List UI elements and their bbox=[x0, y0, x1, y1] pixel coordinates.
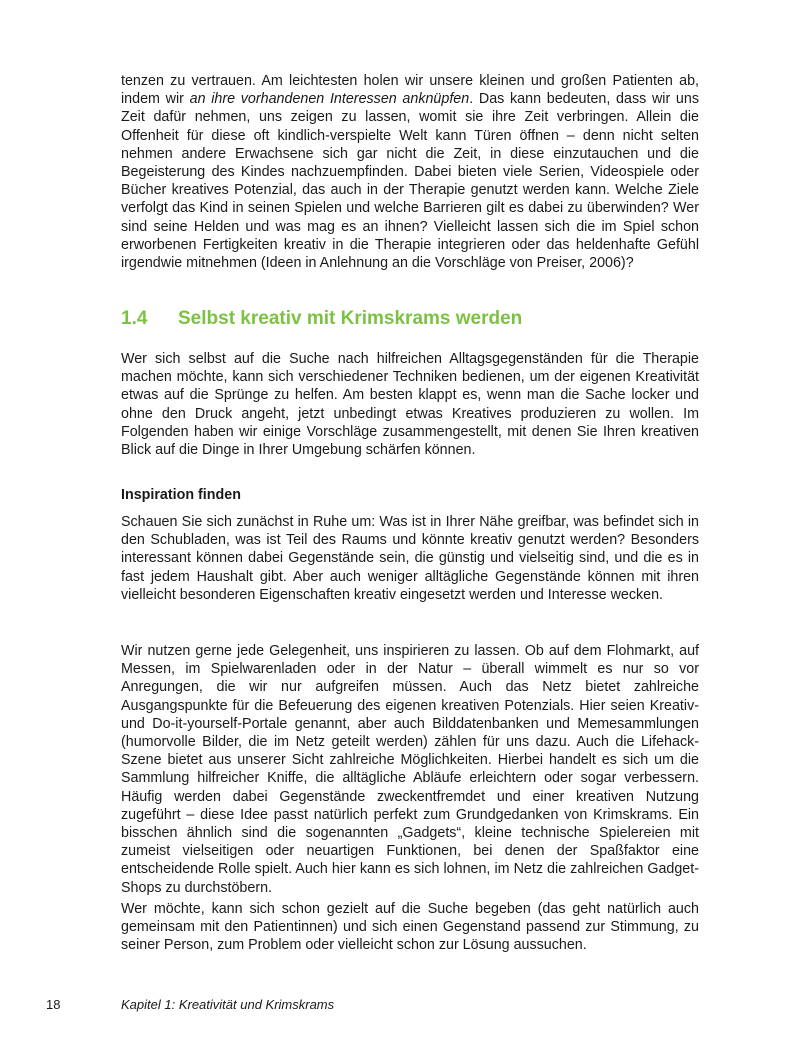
running-footer-title: Kapitel 1: Kreativität und Krimskrams bbox=[121, 997, 335, 1012]
intro-paragraph-block bbox=[121, 72, 699, 272]
inspiration-paragraph-2-block bbox=[121, 642, 699, 897]
inspiration-paragraph-1-block bbox=[121, 513, 699, 604]
section-intro-paragraph: Wer sich selbst auf die Suche nach hilfreichen Alltagsgegenständen für die Therapie machen möchte, kann sich verschiedener Techniken bedienen, um der eigenen Kreativität etwas auf die Sprünge zu helfen. Am besten klappt es, wenn man die Sache locker und ohne den Druck angeht, jetzt unbedingt etwas Kreatives produzieren zu wollen. Im Folgenden haben wir einige Vorschläge zusammengestellt, mit denen Sie Ihren kreativen Blick auf die Dinge in Ihrer Umgebung schärfen können. bbox=[121, 351, 699, 459]
inspiration-paragraph-1: Schauen Sie sich zunächst in Ruhe um: Was ist in Ihrer Nähe greifbar, was befindet sich in den Schubladen, was ist Teil des Raums und könnte kreativ genutzt werden? Besonders interessant können dabei Gegenstände sein, die günstig und vielseitig sind, und die es in fast jedem Haushalt gibt. Aber auch weniger alltägliche Gegenstände können mit ihren vielleicht besonderen Eigenschaften kreativ eingesetzt werden und Interesse wecken. bbox=[121, 514, 699, 603]
intro-emphasis: an ihre vorhandenen Interessen anknüpfen bbox=[189, 91, 470, 108]
page-number: 18 bbox=[46, 997, 61, 1012]
intro-text-end: . Das kann bedeuten, dass wir uns Zeit dafür nehmen, uns zeigen zu lassen, womit sie ihre Zeit verbringen. Allein die Offenheit für diese oft kindlich-verspielte Welt kann Türen öffnen – denn nicht selten nehmen andere Erwachsene sich gar nicht die Zeit, in diese einzutauchen und die Begeisterung des Kindes nachzuempfinden. Dabei bieten viele Serien, Videospiele oder Bücher kreatives Potenzial, das auch in der Therapie genutzt werden kann. Welche Ziele verfolgt das Kind in seinen Spielen und welche Barrieren gilt es dabei zu überwinden? Wer sind seine Helden und was mag es an ihnen? Vielleicht lassen sich die im Spiel schon erworbenen Fertigkeiten kreativ in die Therapie integrieren oder das heldenhafte Gefühl irgendwie mitnehmen (Ideen in Anlehnung an die Vorschläge von Preiser, 2006)? bbox=[121, 91, 699, 272]
inspiration-paragraph-3: Wer möchte, kann sich schon gezielt auf die Suche begeben (das geht natürlich auch gemeinsam mit den Patientinnen) und sich einen Gegenstand passend zur Stimmung, zu seiner Person, zum Problem oder vielleicht schon zur Lösung aussuchen. bbox=[121, 901, 699, 954]
intro-text-start: tenzen zu vertrauen. Am leichtesten holen wir unsere kleinen und großen Patienten ab, indem wir bbox=[121, 73, 699, 108]
section-title: Selbst kreativ mit Krimskrams werden bbox=[178, 308, 523, 329]
inspiration-paragraph-3-block bbox=[121, 900, 699, 955]
section-number: 1.4 bbox=[121, 308, 148, 329]
inspiration-paragraph-2: Wir nutzen gerne jede Gelegenheit, uns inspirieren zu lassen. Ob auf dem Flohmarkt, auf Messen, im Spielwarenladen oder in der Natur – überall wimmelt es nur so vor Anregungen, die wir nur aufgreifen müssen. Auch das Netz bietet zahlreiche Ausgangspunkte für die Befeuerung des eigenen kreativen Potenzials. Hier seien Kreativ- und Do-it-yourself-Portale genannt, aber auch Bilddatenbanken und Memesammlungen (humorvolle Bilder, die im Netz geteilt werden) zählen für uns dazu. Auch die Lifehack-Szene bietet aus unserer Sicht zahlreiche Möglichkeiten. Hierbei handelt es sich um die Sammlung hilfreicher Kniffe, die alltägliche Abläufe erleichtern oder sogar verbessern. Häufig werden dabei Gegenstände zweckentfremdet und einer kreativen Nutzung zugeführt – diese Idee passt natürlich perfekt zum Grundgedanken von Krimskrams. Ein bisschen ähnlich sind die sogenannten „Gadgets“, kleine technische Spielereien mit zumeist vielseitigen oder neuartigen Funktionen, bei denen der Spaßfaktor eine entscheidende Rolle spielt. Auch hier kann es sich lohnen, im Netz die zahlreichen Gadget-Shops zu durchstöbern. bbox=[121, 643, 699, 896]
section-heading bbox=[121, 307, 699, 331]
subheading-inspiration: Inspiration finden bbox=[121, 487, 241, 503]
section-intro-block bbox=[121, 350, 699, 459]
intro-paragraph bbox=[121, 72, 699, 272]
